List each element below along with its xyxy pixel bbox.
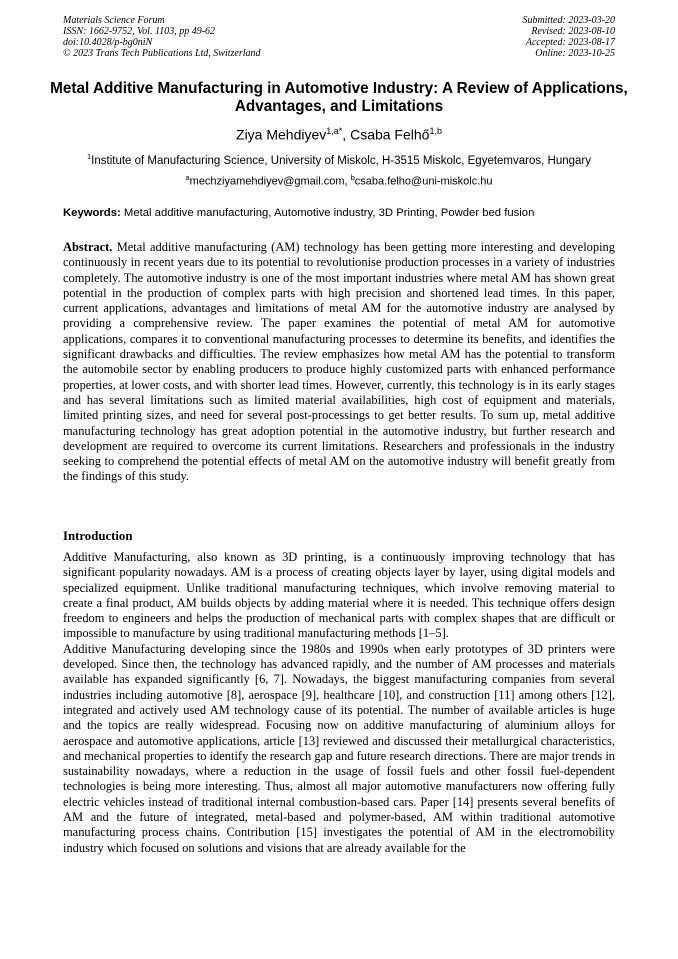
affiliation-superscript: 1	[87, 152, 92, 161]
journal-info	[63, 15, 261, 59]
author-2-superscript: 1,b	[429, 126, 442, 136]
date-submitted: Submitted: 2023-03-20	[522, 15, 615, 26]
email-b-superscript: b	[350, 173, 355, 182]
journal-doi: doi:10.4028/p-bg0niN	[63, 37, 153, 48]
email-b-link[interactable]: csaba.felho@uni-miskolc.hu	[354, 175, 493, 188]
affiliation	[0, 150, 678, 168]
email-a-link[interactable]: mechziyamehdiyev@gmail.com	[189, 175, 345, 188]
author-2-name: Csaba Felhő	[350, 126, 430, 143]
abstract	[63, 240, 615, 485]
author-1-superscript: 1,a*	[326, 126, 343, 136]
introduction-heading: Introduction	[63, 529, 133, 543]
keywords-text: Metal additive manufacturing, Automotive industry, 3D Printing, Powder bed fusion	[123, 207, 535, 219]
journal-issn: ISSN: 1662-9752, Vol. 1103, pp 49-62	[63, 26, 216, 37]
keywords	[63, 206, 615, 220]
author-line	[0, 123, 678, 143]
email-separator: ,	[344, 175, 351, 188]
author-emails	[0, 171, 678, 189]
date-online: Online: 2023-10-25	[535, 48, 615, 59]
affiliation-text: Institute of Manufacturing Science, University of Miskolc, H-3515 Miskolc, Egyetemvaros, Hungary	[91, 154, 591, 167]
email-a-superscript: a	[185, 173, 190, 182]
introduction-paragraph-1: Additive Manufacturing, also known as 3D printing, is a continuously improving technology that has significant popularity nowadays. AM is a process of creating objects layer by layer, using digital models and specialized equipment. Unlike traditional manufacturing techniques, which involve removing material to create a final product, AM builds objects by adding material where it is needed. This technique offers design freedom to engineers and helps the production of mechanical parts with complex shapes that are difficult or impossible to manufacture by using traditional manufacturing methods [1–5].	[63, 550, 615, 641]
keywords-label: Keywords:	[63, 207, 121, 219]
abstract-label: Abstract.	[63, 240, 113, 254]
journal-name: Materials Science Forum	[63, 15, 165, 26]
paper-title: Metal Additive Manufacturing in Automotive Industry: A Review of Applications, Advantages, and Limitations	[50, 80, 628, 115]
introduction-paragraph-2: Additive Manufacturing developing since the 1980s and 1990s when early prototypes of 3D printers were developed. Since then, the technology has advanced rapidly, and the number of AM processes and materials available has expanded significantly [6, 7]. Nowadays, the biggest manufacturing companies from several industries including automotive [8], aerospace [9], healthcare [10], and construction [11] among others [12], integrated and actively used AM technology cause of its potential. The number of available articles is huge and the topics are really widespread. Focusing now on additive manufacturing of aluminium alloys for aerospace and automotive applications, article [13] reviewed and discussed their metallurgical characteristics, and mechanical properties to identify the research gap and future research directions. There are major trends in sustainability nowadays, where a reduction in the usage of fossil fuels and other fossil fuel-dependent technologies is being more interesting. Thus, almost all major automotive manufacturers now offering fully electric vehicles instead of traditional internal combustion-based cars. Paper [14] presents several benefits of AM and the future of integrated, metal-based and polymer-based, AM within traditional automotive manufacturing process chains. Contribution [15] investigates the potential of AM in the electromobility industry which focused on solutions and visions that are already available for the	[63, 641, 615, 855]
author-1-name: Ziya Mehdiyev	[236, 126, 327, 143]
abstract-text: Metal additive manufacturing (AM) technology has been getting more interesting and developing continuously in recent years due to its potential to revolutionise production processes in a variety of industries completely. The automotive industry is one of the most important industries where metal AM has shown great potential in the production of complex parts with high precision and shortened lead times. In this paper, current applications, advantages and limitations of metal AM for the automotive industry are analysed by providing a comprehensive review. The paper examines the potential of metal AM for automotive applications, compares it to conventional manufacturing processes to determine its benefits, and identifies the significant drawbacks and difficulties. The review emphasizes how metal AM has the potential to transform the automobile sector by enabling producers to produce highly customized parts with enhanced performance properties, at lower costs, and with shorter lead times. However, currently, this technology is in its early stages and has several limitations such as limited material availabilities, high cost of equipment and materials, limited printing sizes, and need for several post-processings to get better results. To sum up, metal additive manufacturing technology has great adoption potential in the automotive industry, but further research and development are required to overcome its current limitations. Researchers and professionals in the industry seeking to comprehend the potential effects of metal AM on the automotive industry will benefit greatly from the findings of this study.	[63, 240, 615, 484]
author-separator: ,	[342, 126, 351, 143]
introduction-body	[63, 550, 615, 856]
date-revised: Revised: 2023-08-10	[531, 26, 615, 37]
journal-copyright: © 2023 Trans Tech Publications Ltd, Switzerland	[63, 48, 261, 59]
date-accepted: Accepted: 2023-08-17	[525, 37, 615, 48]
publication-dates	[523, 15, 616, 59]
